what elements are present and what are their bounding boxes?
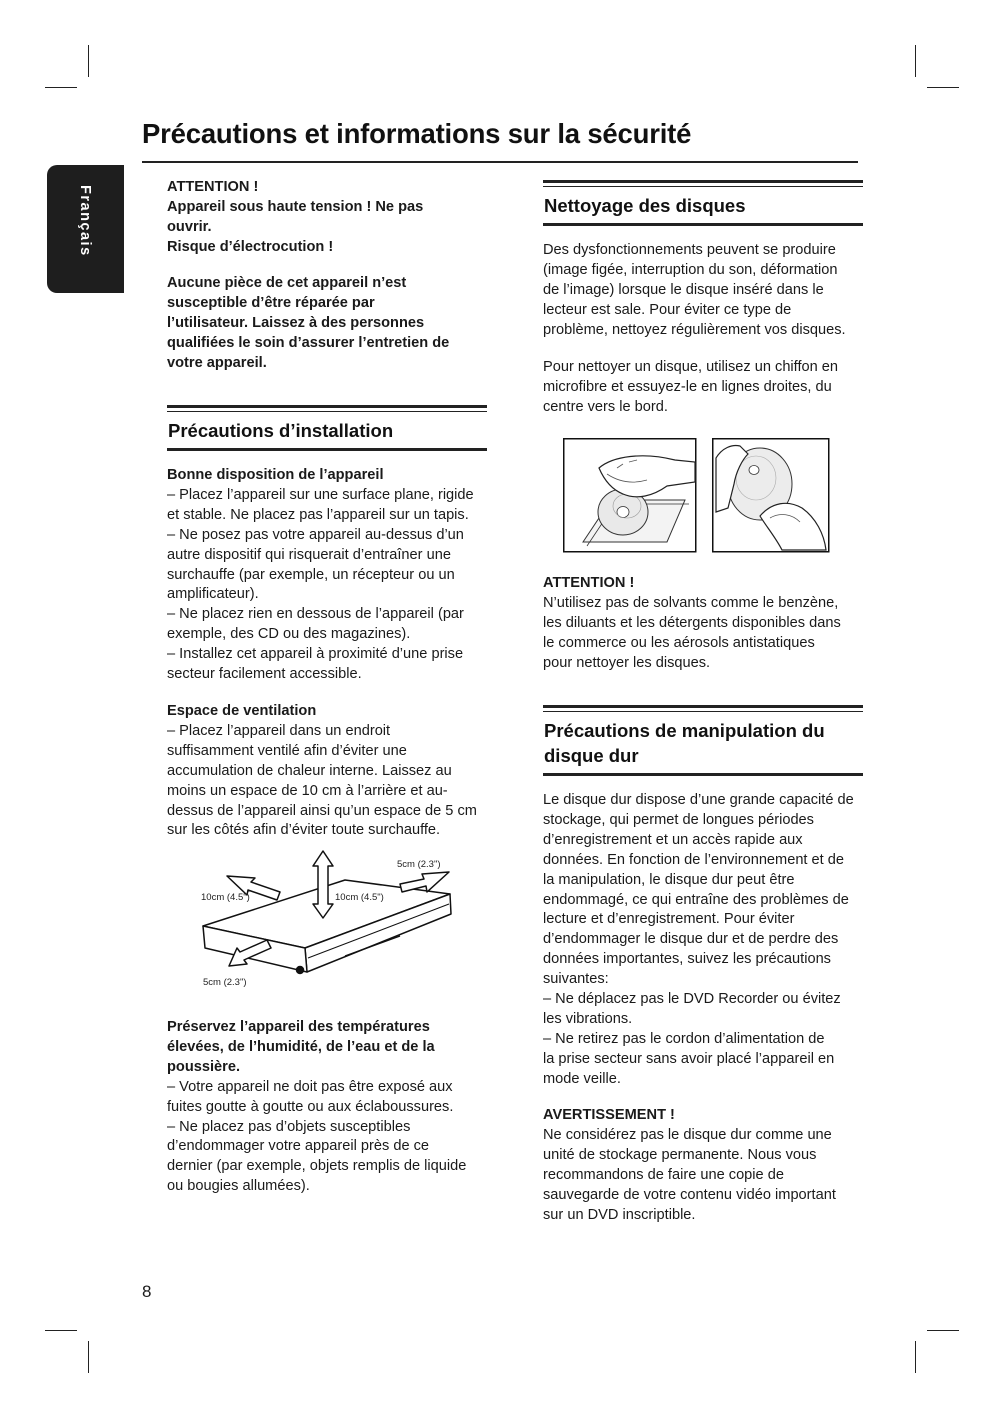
hdd-section-header (543, 705, 863, 776)
text-line: lecteur est sale. Pour éviter ce type de (543, 301, 792, 318)
crop-mark (45, 1330, 77, 1331)
crop-mark (927, 1330, 959, 1331)
install-section-header (167, 405, 487, 451)
text-line: données. En fonction de l’environnement et de (543, 851, 845, 868)
text-line: centre vers le bord. (543, 398, 668, 415)
text-line: N’utilisez pas de solvants comme le benzène, (543, 594, 839, 611)
text-line: – Ne placez rien en dessous de l’appareil (par (167, 606, 464, 623)
text-line: les vibrations. (543, 1010, 633, 1027)
text-line: – Installez cet appareil à proximité d’une prise (167, 646, 464, 663)
text-line: autre dispositif qui risquerait d’entraîner une (167, 546, 451, 563)
text-line: – Votre appareil ne doit pas être exposé aux (167, 1078, 453, 1095)
placement-section (167, 466, 492, 685)
text-line: données importantes, suivez les précautions (543, 951, 831, 968)
text-line: ouvrir. (167, 218, 212, 235)
text-line: suivantes: (543, 971, 609, 988)
text-line: d’endommager le disque dur et de perdre des (543, 931, 839, 948)
diagram-label: 5cm (2.3") (397, 859, 441, 870)
text-line: problème, nettoyez régulièrement vos disques. (543, 321, 846, 338)
cleaning-section-header (543, 180, 863, 226)
text-line: – Ne placez pas d’objets susceptibles (167, 1118, 411, 1135)
title-rule (142, 161, 858, 163)
attention-heading: ATTENTION ! (543, 575, 635, 591)
text-line: – Placez l’appareil dans un endroit (167, 722, 391, 739)
section-title: Nettoyage des disques (544, 195, 746, 216)
arrow-right-icon (400, 872, 449, 892)
text-line: Aucune pièce de cet appareil n’est (167, 275, 407, 291)
crop-mark (915, 45, 916, 77)
section-title-line: Précautions de manipulation du (544, 720, 825, 741)
text-line: sur les côtés afin d’éviter toute surchauffe. (167, 822, 441, 839)
text-line: Le disque dur dispose d’une grande capacité de (543, 792, 854, 808)
crop-mark (45, 87, 77, 88)
text-line: ou bougies allumées). (167, 1178, 310, 1195)
text-line: – Ne posez pas votre appareil au-dessus d’un (167, 526, 464, 543)
text-line: suffisamment ventilé afin d’éviter une (167, 742, 407, 759)
crop-mark (915, 1341, 916, 1373)
section-title-line: disque dur (544, 745, 639, 766)
ventilation-diagram (195, 848, 465, 998)
subheading: Bonne disposition de l’appareil (167, 467, 384, 483)
disc-cleaning-illustration-2 (712, 438, 830, 553)
text-line: Appareil sous haute tension ! Ne pas (167, 198, 424, 215)
left-attention-para (167, 274, 492, 374)
subheading: poussière. (167, 1058, 240, 1075)
text-line: votre appareil. (167, 354, 267, 371)
language-tab (47, 165, 124, 293)
page-number: 8 (142, 1282, 152, 1301)
ventilation-section (167, 702, 492, 841)
text-line: Des dysfonctionnements peuvent se produire (543, 242, 836, 258)
text-line: unité de stockage permanente. Nous vous (543, 1146, 817, 1163)
crop-mark (88, 45, 89, 77)
warning-section (543, 1106, 873, 1225)
text-line: endommagé, ce qui entraîne des problèmes de (543, 891, 849, 908)
text-line: la prise secteur sans avoir placé l’appareil en (543, 1050, 835, 1067)
crop-mark (927, 87, 959, 88)
subheading: Préservez l’appareil des températures (167, 1019, 430, 1035)
page-title: Précautions et informations sur la sécurité (142, 118, 692, 149)
text-line: Ne considérez pas le disque dur comme une (543, 1126, 832, 1143)
text-line: de l’image) lorsque le disque inséré dans le (543, 281, 824, 298)
text-line: qualifiées le soin d’assurer l’entretien de (167, 334, 450, 351)
text-line: Risque d’électrocution ! (167, 238, 334, 255)
warning-heading: AVERTISSEMENT ! (543, 1107, 675, 1123)
text-line: microfibre et essuyez-le en lignes droites, du (543, 378, 832, 395)
diagram-label: 10cm (4.5") (335, 892, 384, 903)
text-line: secteur facilement accessible. (167, 666, 362, 683)
subheading: Espace de ventilation (167, 703, 317, 719)
text-line: les diluants et les détergents disponibles dans (543, 614, 841, 631)
text-line: l’utilisateur. Laissez à des personnes (167, 314, 425, 331)
left-attention (167, 178, 492, 258)
cleaning-para1 (543, 241, 873, 341)
cleaning-para2 (543, 358, 873, 418)
text-line: d’enregistrement et un accès rapide aux (543, 831, 803, 848)
hdd-section (543, 791, 873, 1090)
text-line: Pour nettoyer un disque, utilisez un chiffon en (543, 359, 839, 375)
disc-cleaning-illustration-1 (563, 438, 697, 553)
text-line: sur un DVD inscriptible. (543, 1206, 696, 1223)
text-line: exemple, des CD ou des magazines). (167, 626, 411, 643)
text-line: pour nettoyer les disques. (543, 654, 711, 671)
subheading: élevées, de l’humidité, de l’eau et de la (167, 1038, 435, 1055)
text-line: mode veille. (543, 1070, 621, 1087)
text-line: d’endommager votre appareil près de ce (167, 1138, 430, 1155)
language-tab-label: Français (77, 185, 93, 257)
text-line: accumulation de chaleur interne. Laissez au (167, 762, 452, 779)
text-line: – Placez l’appareil sur une surface plane, rigide (167, 486, 474, 503)
text-line: (image figée, interruption du son, déformation (543, 261, 838, 278)
diagram-label: 10cm (4.5") (201, 892, 250, 903)
text-line: lecture et d’enregistrement. Pour éviter (543, 911, 795, 928)
right-attention (543, 574, 873, 674)
crop-mark (88, 1341, 89, 1373)
section-title: Précautions d’installation (168, 420, 394, 441)
text-line: sauvegarde de votre contenu vidéo important (543, 1186, 836, 1203)
text-line: moins un espace de 10 cm à l’arrière et au- (167, 782, 448, 799)
text-line: dessus de l’appareil ainsi qu’un espace de 5 cm (167, 802, 477, 819)
text-line: – Ne retirez pas le cordon d’alimentation de (543, 1030, 825, 1047)
text-line: susceptible d’être réparée par (167, 294, 375, 311)
text-line: amplificateur). (167, 586, 259, 603)
text-line: le commerce ou les aérosols antistatiques (543, 634, 815, 651)
preserve-section (167, 1018, 492, 1197)
text-line: stockage, qui permet de longues périodes (543, 811, 814, 828)
text-line: la manipulation, le disque dur peut être (543, 871, 795, 888)
attention-heading: ATTENTION ! (167, 179, 259, 195)
text-line: fuites goutte à goutte ou aux éclaboussures. (167, 1098, 454, 1115)
text-line: dernier (par exemple, objets remplis de liquide (167, 1158, 467, 1175)
text-line: surchauffe (par exemple, un récepteur ou un (167, 566, 455, 583)
section-title (543, 712, 863, 773)
text-line: recommandons de faire une copie de (543, 1166, 784, 1183)
diagram-label: 5cm (2.3") (203, 977, 247, 988)
text-line: – Ne déplacez pas le DVD Recorder ou évitez (543, 991, 841, 1008)
text-line: et stable. Ne placez pas l’appareil sur un tapis. (167, 506, 469, 523)
